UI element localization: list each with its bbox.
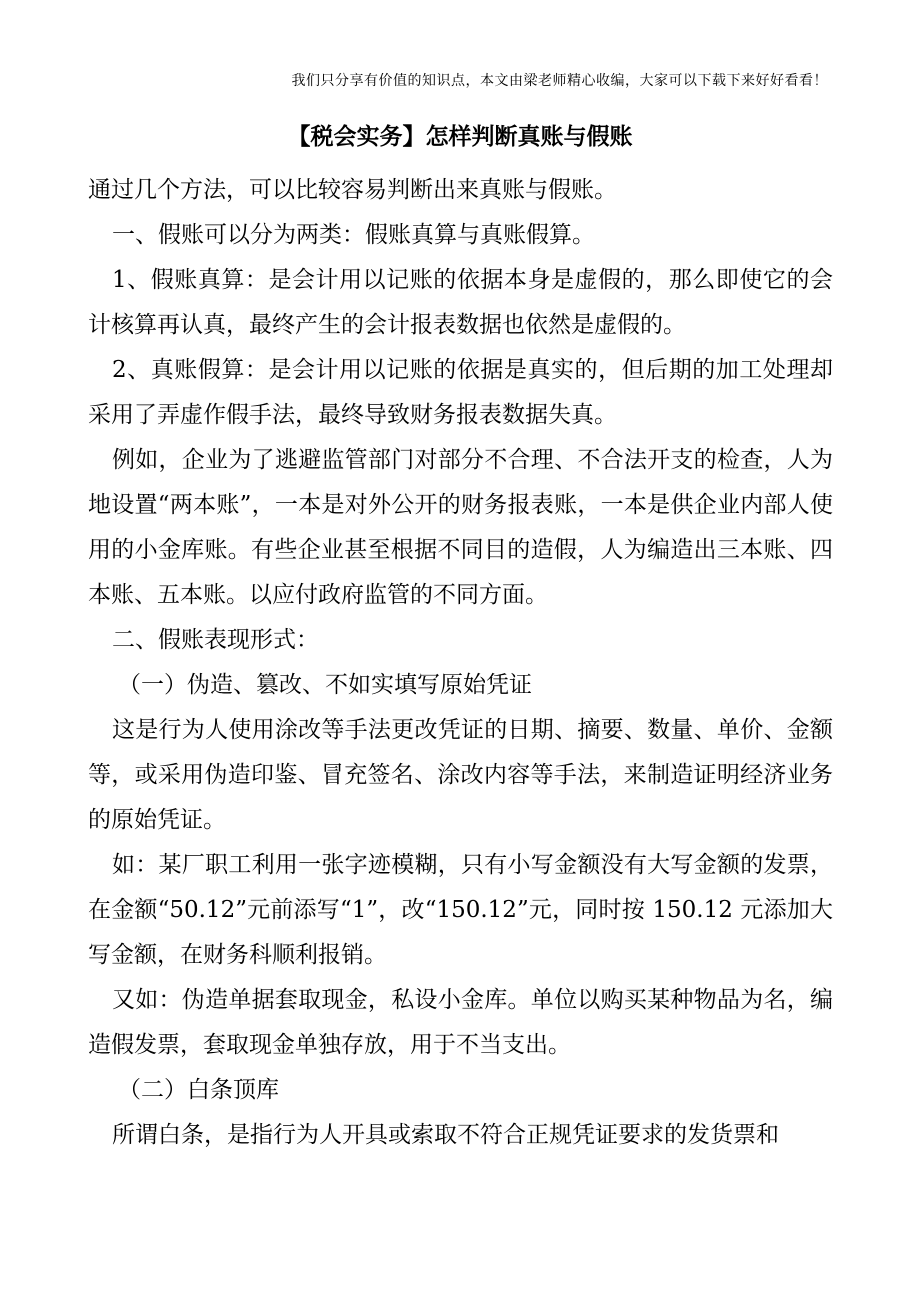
paragraph-11: （二）白条顶库	[118, 1077, 279, 1103]
paragraph-3: 1、假账真算：是会计用以记账的依据本身是虚假的，那么即使它的会计核算再认真，最终产生的会计报表数据也依然是虚假的。	[88, 267, 833, 338]
paragraph-5: 例如，企业为了逃避监管部门对部分不合理、不合法开支的检查，人为地设置“两本账”，一本是对外公开的财务报表账，一本是供企业内部人使用的小金库账。有些企业甚至根据不同目的造假，人为编造出三本账、四本账、五本账。以应付政府监管的不同方面。	[88, 447, 833, 608]
paragraph-10: 又如：伪造单据套取现金，私设小金库。单位以购买某种物品为名，编造假发票，套取现金单独存放，用于不当支出。	[88, 987, 833, 1058]
paragraph-12: 所谓白条，是指行为人开具或索取不符合正规凭证要求的发货票和	[112, 1122, 779, 1148]
paragraph-4: 2、真账假算：是会计用以记账的依据是真实的，但后期的加工处理却采用了弄虚作假手法，最终导致财务报表数据失真。	[88, 357, 833, 428]
document-title: 【税会实务】怎样判断真账与假账	[287, 123, 633, 150]
paragraph-7: （一）伪造、篡改、不如实填写原始凭证	[118, 672, 532, 698]
paragraph-2: 一、假账可以分为两类：假账真算与真账假算。	[112, 222, 595, 248]
document-body	[88, 168, 833, 1158]
paragraph-1: 通过几个方法，可以比较容易判断出来真账与假账。	[88, 177, 617, 203]
paragraph-9: 如：某厂职工利用一张字迹模糊，只有小写金额没有大写金额的发票，在金额“50.12”元前添写“1”，改“150.12”元，同时按 150.12 元添加大写金额，在财务科顺利报销。	[88, 852, 833, 968]
header-note: 我们只分享有价值的知识点，本文由梁老师精心收编，大家可以下载下来好好看看！	[291, 73, 828, 89]
paragraph-6: 二、假账表现形式：	[112, 627, 319, 653]
paragraph-8: 这是行为人使用涂改等手法更改凭证的日期、摘要、数量、单价、金额等，或采用伪造印鉴、冒充签名、涂改内容等手法，来制造证明经济业务的原始凭证。	[88, 717, 833, 833]
